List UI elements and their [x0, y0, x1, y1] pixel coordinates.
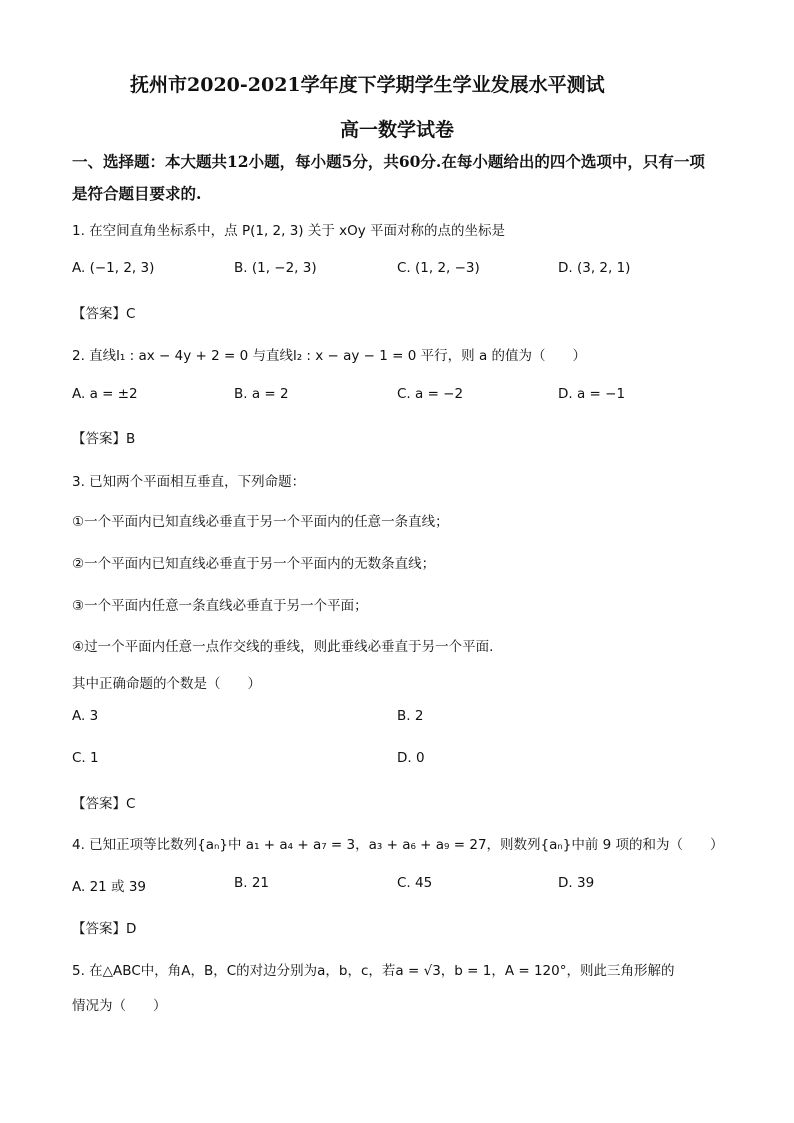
question-3-item-4: ④过一个平面内任意一点作交线的垂线，则此垂线必垂直于另一个平面.: [72, 639, 494, 655]
question-3-item-2: ②一个平面内已知直线必垂直于另一个平面内的无数条直线；: [72, 556, 436, 572]
document-subtitle: 高一数学试卷: [340, 119, 455, 141]
question-4-answer: 【答案】D: [72, 921, 137, 937]
question-3-answer: 【答案】C: [72, 796, 136, 812]
question-2-answer: 【答案】B: [72, 431, 136, 447]
section-heading-line1: 一、选择题：本大题共12小题，每小题5分，共60分.在每小题给出的四个选项中，只有一项: [72, 152, 705, 171]
question-5-stem-continued: 情况为（ ）: [72, 998, 167, 1014]
question-2-option-a: A. a = ±2: [72, 386, 138, 402]
question-4-option-b: B. 21: [234, 875, 270, 891]
question-4-option-c: C. 45: [397, 875, 433, 891]
question-3-prompt: 其中正确命题的个数是（ ）: [72, 676, 261, 692]
question-3-item-3: ③一个平面内任意一条直线必垂直于另一个平面；: [72, 598, 368, 614]
question-2-option-c: C. a = −2: [397, 386, 464, 402]
question-1-answer: 【答案】C: [72, 306, 136, 322]
question-1-stem: 1. 在空间直角坐标系中，点 P(1, 2, 3) 关于 xOy 平面对称的点的坐标是: [72, 223, 506, 239]
question-5-stem: 5. 在△ABC中，角A，B，C的对边分别为a，b，c，若a = √3，b = 1，A = 120°，则此三角形解的: [72, 963, 675, 979]
question-3-option-c: C. 1: [72, 750, 99, 766]
question-3-option-a: A. 3: [72, 708, 99, 724]
question-3-option-d: D. 0: [397, 750, 425, 766]
question-4-stem: 4. 已知正项等比数列{aₙ}中 a₁ + a₄ + a₇ = 3，a₃ + a₆ + a₉ = 27，则数列{aₙ}中前 9 项的和为（ ）: [72, 837, 724, 853]
section-heading-line2: 是符合题目要求的.: [72, 184, 202, 203]
question-2-option-b: B. a = 2: [234, 386, 289, 402]
question-3-item-1: ①一个平面内已知直线必垂直于另一个平面内的任意一条直线；: [72, 514, 449, 530]
question-1-option-a: A. (−1, 2, 3): [72, 260, 155, 276]
question-1-option-b: B. (1, −2, 3): [234, 260, 317, 276]
document-title: 抚州市2020-2021学年度下学期学生学业发展水平测试: [130, 74, 605, 96]
question-4-option-d: D. 39: [558, 875, 595, 891]
question-3-option-b: B. 2: [397, 708, 424, 724]
question-1-option-c: C. (1, 2, −3): [397, 260, 480, 276]
question-2-stem: 2. 直线l₁ : ax − 4y + 2 = 0 与直线l₂ : x − ay − 1 = 0 平行，则 a 的值为（ ）: [72, 348, 587, 364]
question-4-option-a: A. 21 或 39: [72, 879, 147, 895]
question-3-stem: 3. 已知两个平面相互垂直，下列命题：: [72, 474, 306, 490]
question-2-option-d: D. a = −1: [558, 386, 626, 402]
question-1-option-d: D. (3, 2, 1): [558, 260, 631, 276]
